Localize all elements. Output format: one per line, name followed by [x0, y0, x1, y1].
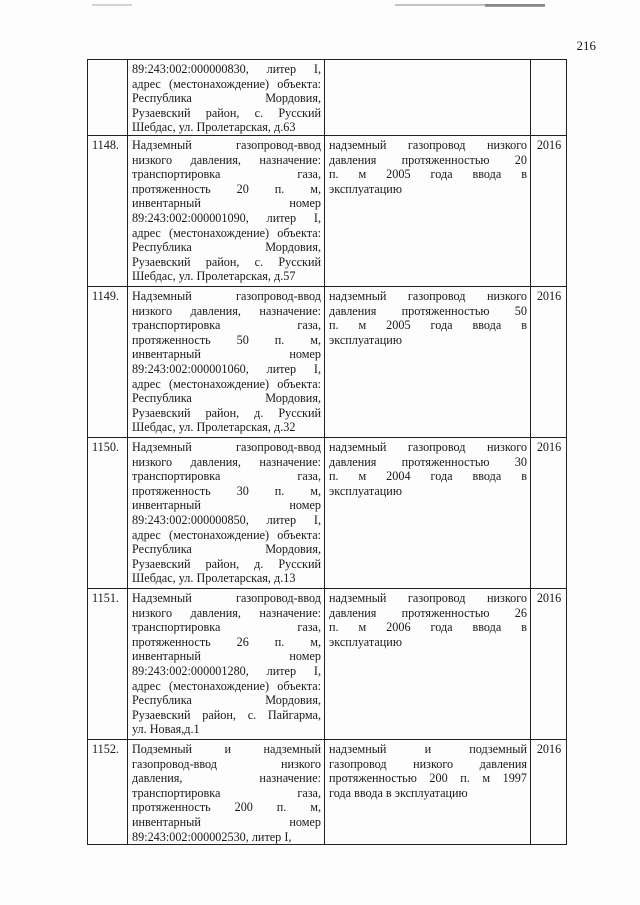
text-line: п. м 2004 года ввода в: [329, 469, 527, 484]
text-line: протяженность 50 п. м,: [132, 332, 321, 347]
text-line: газопровод низкого давления: [329, 756, 527, 771]
text-line: Подземный и надземный: [132, 741, 321, 756]
table-row-continuation: [88, 60, 567, 136]
year-cell: 2016: [531, 588, 567, 739]
text-line: адрес (местонахождение) объекта:: [132, 225, 321, 240]
text-line: Рузаевский район, д. Русский: [132, 405, 321, 420]
row-number-cell: 1151.: [88, 588, 128, 739]
text-line: адрес (местонахождение) объекта:: [132, 76, 321, 91]
text-line: Республика Мордовия,: [132, 240, 321, 255]
text-line: инвентарный номер: [132, 498, 321, 513]
row-number-cell: 1152.: [88, 739, 128, 844]
text-line: Республика Мордовия,: [132, 542, 321, 557]
description-cell: [325, 286, 531, 437]
text-line: надземный газопровод низкого: [329, 288, 527, 303]
description-cell: [325, 437, 531, 588]
text-line: инвентарный номер: [132, 649, 321, 664]
text-line: Рузаевский район, с. Пайгарма,: [132, 707, 321, 722]
text-line: адрес (местонахождение) объекта:: [132, 527, 321, 542]
text-line: давления протяженностью 30: [329, 454, 527, 469]
text-line: инвентарный номер: [132, 347, 321, 362]
text-line: протяженность 30 п. м,: [132, 483, 321, 498]
year-cell: [531, 60, 567, 136]
text-line: года ввода в эксплуатацию: [329, 785, 468, 800]
text-line: эксплуатацию: [329, 332, 402, 347]
text-line: 89:243:002:000000830, литер I,: [132, 62, 321, 76]
text-line: Шебдас, ул. Пролетарская, д.13: [132, 571, 296, 586]
text-line: давления протяженностью 20: [329, 152, 527, 167]
text-line: эксплуатацию: [329, 181, 402, 196]
registry-table: [87, 59, 567, 845]
table-row: [88, 588, 567, 739]
text-line: п. м 2005 года ввода в: [329, 318, 527, 333]
text-line: давления протяженностью 26: [329, 605, 527, 620]
text-line: 89:243:002:000001280, литер I,: [132, 663, 321, 678]
object-cell: [128, 135, 325, 286]
text-line: ул. Новая,д.1: [132, 722, 200, 737]
text-line: эксплуатацию: [329, 483, 402, 498]
description-cell: [325, 135, 531, 286]
text-line: 89:243:002:000000850, литер I,: [132, 512, 321, 527]
text-line: давления протяженностью 50: [329, 303, 527, 318]
description-cell: [325, 739, 531, 844]
text-line: транспортировка газа,: [132, 620, 321, 635]
text-line: п. м 2005 года ввода в: [329, 167, 527, 182]
text-line: низкого давления, назначение:: [132, 605, 321, 620]
table-row: [88, 135, 567, 286]
year-cell: 2016: [531, 135, 567, 286]
text-line: эксплуатацию: [329, 634, 402, 649]
text-line: 89:243:002:000001060, литер I,: [132, 361, 321, 376]
text-line: транспортировка газа,: [132, 167, 321, 182]
text-line: транспортировка газа,: [132, 469, 321, 484]
year-cell: 2016: [531, 739, 567, 844]
year-cell: 2016: [531, 286, 567, 437]
text-line: Надземный газопровод-ввод: [132, 590, 321, 605]
object-cell: [128, 739, 325, 844]
object-cell: [128, 437, 325, 588]
text-line: Рузаевский район, с. Русский: [132, 254, 321, 269]
text-line: протяженностью 200 п. м 1997: [329, 771, 527, 786]
text-line: п. м 2006 года ввода в: [329, 620, 527, 635]
text-line: газопровод-ввод низкого: [132, 756, 321, 771]
text-line: Республика Мордовия,: [132, 391, 321, 406]
text-line: Республика Мордовия,: [132, 91, 321, 106]
table-row: [88, 739, 567, 844]
text-line: Рузаевский район, д. Русский: [132, 556, 321, 571]
row-number-cell: 1148.: [88, 135, 128, 286]
text-line: инвентарный номер: [132, 814, 321, 829]
text-line: надземный и подземный: [329, 741, 527, 756]
text-line: Шебдас, ул. Пролетарская, д.63: [132, 120, 296, 135]
row-number-cell: 1150.: [88, 437, 128, 588]
scan-artifact: [485, 4, 545, 7]
text-line: Рузаевский район, с. Русский: [132, 105, 321, 120]
page-number: 216: [576, 38, 596, 53]
year-cell: 2016: [531, 437, 567, 588]
object-cell: [128, 588, 325, 739]
text-line: надземный газопровод низкого: [329, 137, 527, 152]
text-line: адрес (местонахождение) объекта:: [132, 376, 321, 391]
text-line: низкого давления, назначение:: [132, 303, 321, 318]
text-line: протяженность 200 п. м,: [132, 800, 321, 815]
table-row: [88, 437, 567, 588]
text-line: транспортировка газа,: [132, 318, 321, 333]
text-line: Надземный газопровод-ввод: [132, 439, 321, 454]
text-line: Республика Мордовия,: [132, 693, 321, 708]
text-line: транспортировка газа,: [132, 785, 321, 800]
text-line: протяженность 20 п. м,: [132, 181, 321, 196]
text-line: низкого давления, назначение:: [132, 152, 321, 167]
text-line: низкого давления, назначение:: [132, 454, 321, 469]
text-line: 89:243:002:000001090, литер I,: [132, 210, 321, 225]
table-row: [88, 286, 567, 437]
text-line: давления, назначение:: [132, 771, 321, 786]
text-line: Шебдас, ул. Пролетарская, д.57: [132, 269, 296, 284]
object-cell: [128, 286, 325, 437]
row-number-cell: 1149.: [88, 286, 128, 437]
description-cell: [325, 588, 531, 739]
text-line: адрес (местонахождение) объекта:: [132, 678, 321, 693]
row-number-cell: [88, 60, 128, 136]
description-cell: [325, 60, 531, 136]
text-line: Шебдас, ул. Пролетарская, д.32: [132, 420, 296, 435]
text-line: Надземный газопровод-ввод: [132, 137, 321, 152]
text-line: протяженность 26 п. м,: [132, 634, 321, 649]
text-line: 89:243:002:000002530, литер I,: [132, 829, 292, 844]
object-cell: [128, 60, 325, 136]
scan-artifact: [92, 4, 132, 6]
text-line: надземный газопровод низкого: [329, 439, 527, 454]
text-line: надземный газопровод низкого: [329, 590, 527, 605]
text-line: инвентарный номер: [132, 196, 321, 211]
text-line: Надземный газопровод-ввод: [132, 288, 321, 303]
